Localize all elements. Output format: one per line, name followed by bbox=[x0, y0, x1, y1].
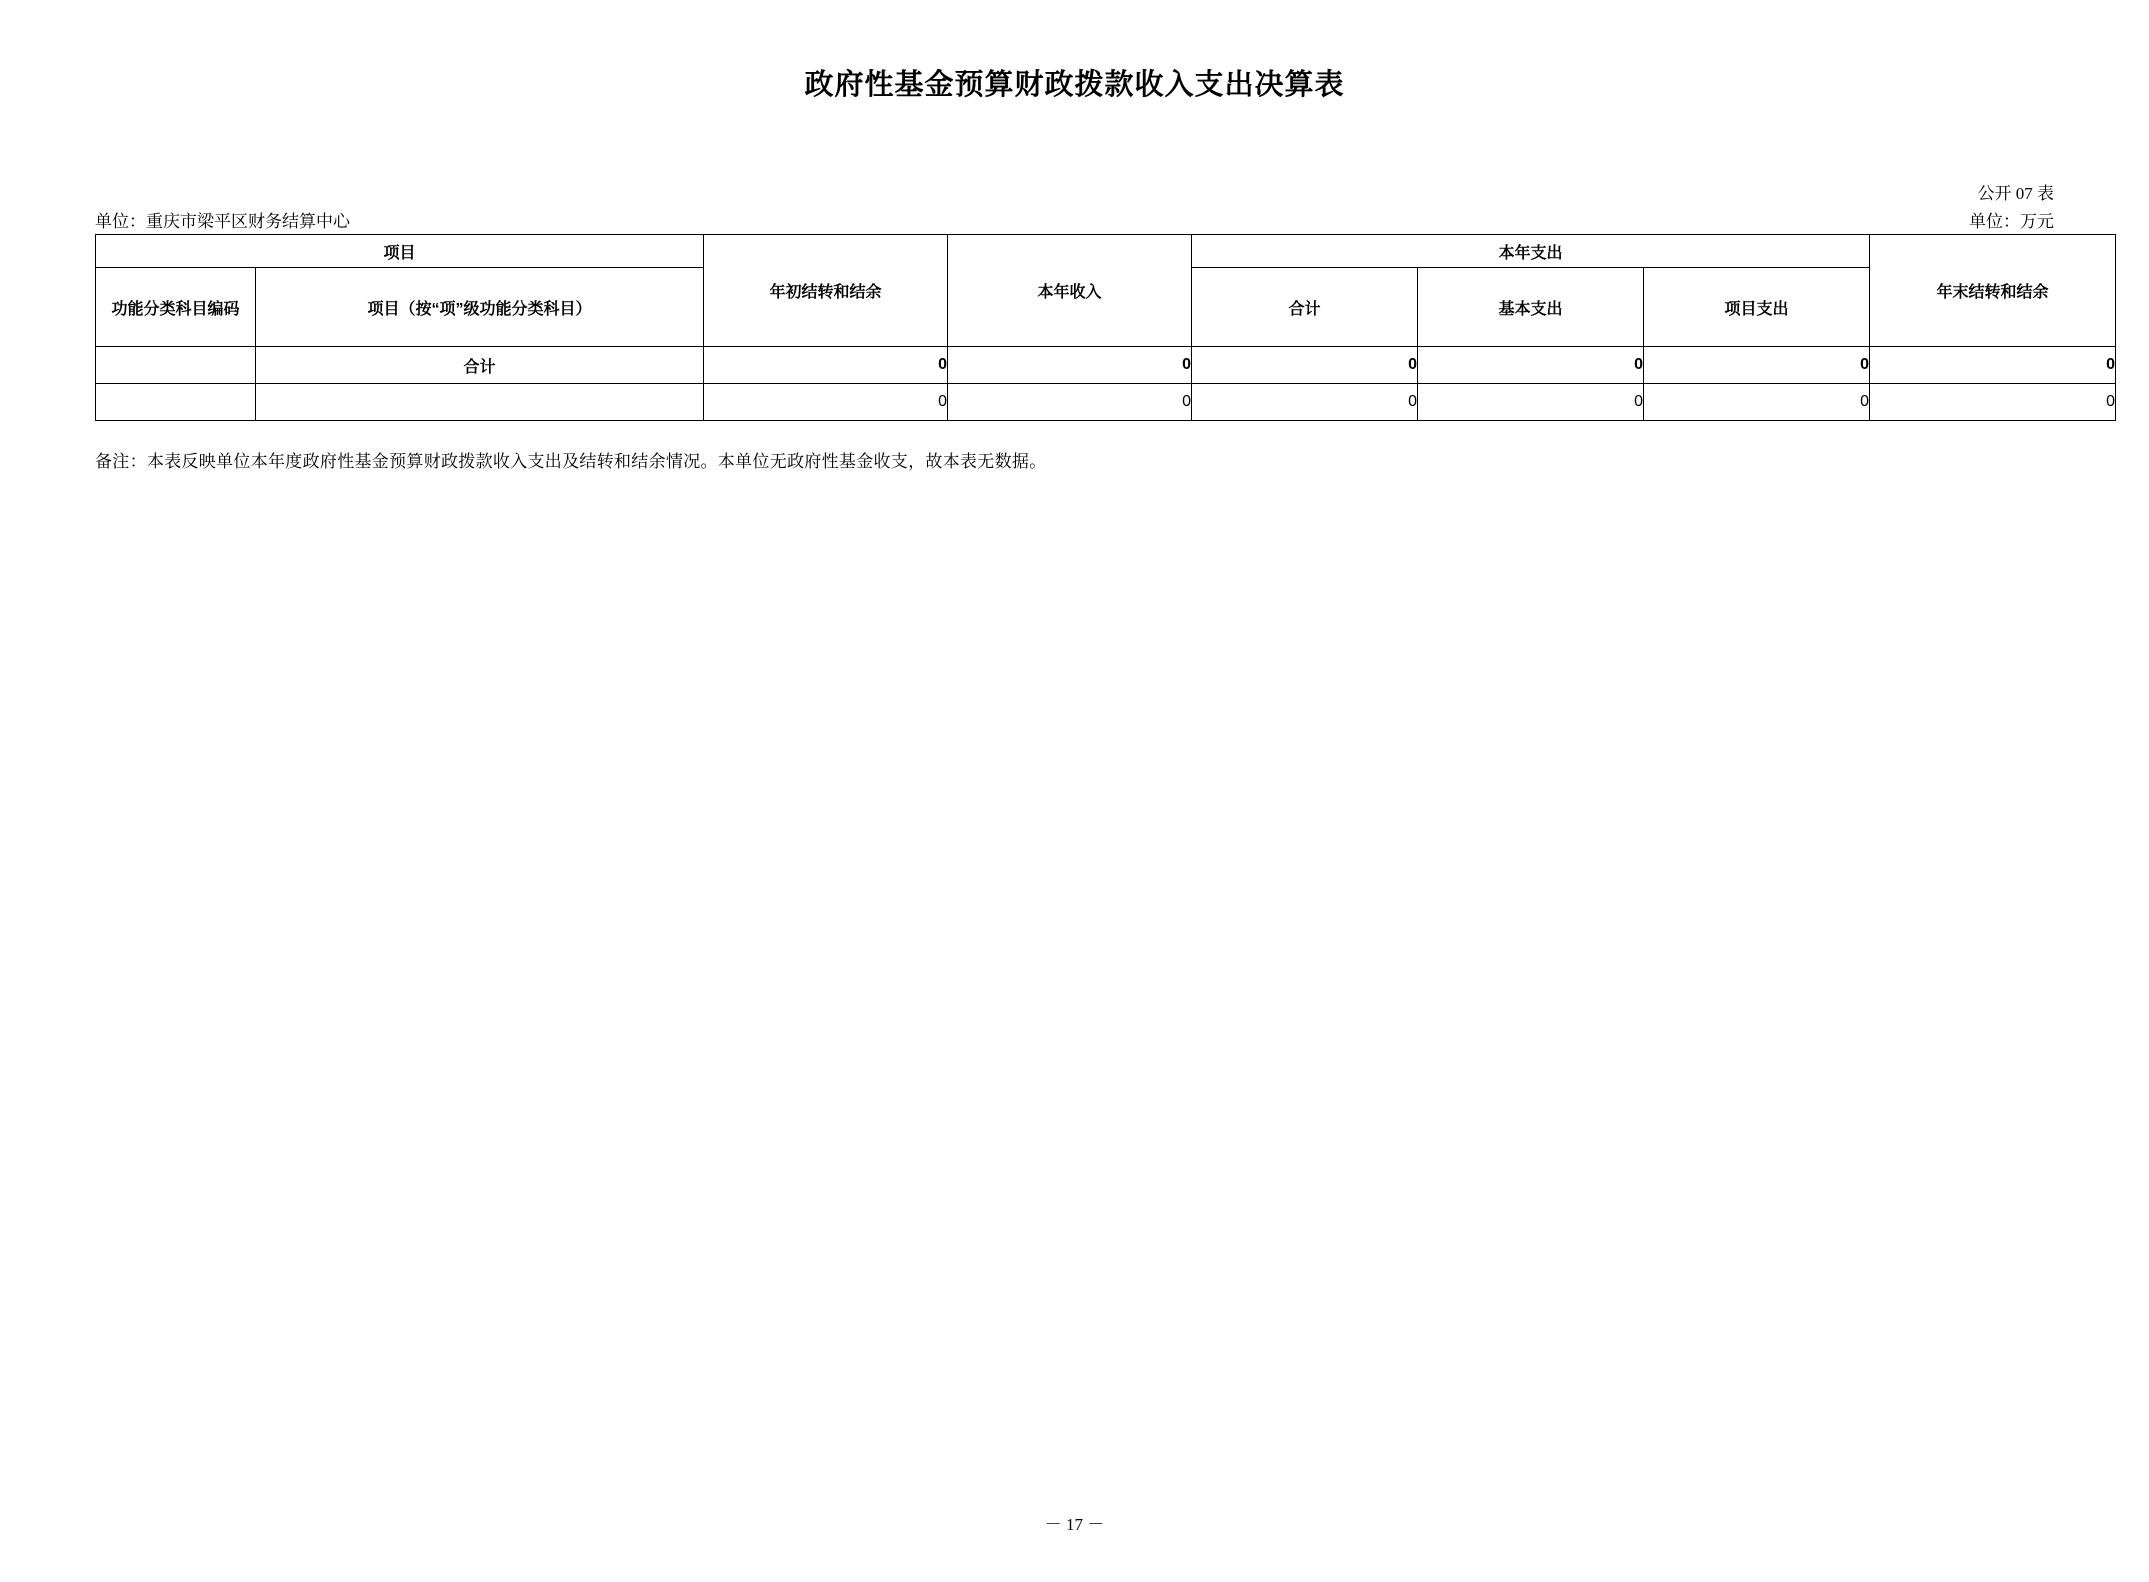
cell-function-code bbox=[96, 347, 256, 384]
cell-exp-project: 0 bbox=[1644, 347, 1870, 384]
unit-label: 单位：重庆市梁平区财务结算中心 bbox=[95, 212, 350, 231]
page-title: 政府性基金预算财政拨款收入支出决算表 bbox=[804, 69, 1345, 101]
header-exp-basic: 基本支出 bbox=[1418, 268, 1644, 347]
meta-row bbox=[95, 207, 2054, 232]
cell-exp-project: 0 bbox=[1644, 384, 1870, 421]
cell-current-income: 0 bbox=[948, 384, 1192, 421]
cell-begin-balance: 0 bbox=[704, 347, 948, 384]
header-current-year-expenditure-group: 本年支出 bbox=[1192, 235, 1870, 268]
table-row bbox=[96, 384, 2116, 421]
cell-exp-basic: 0 bbox=[1418, 347, 1644, 384]
cell-current-income: 0 bbox=[948, 347, 1192, 384]
header-end-balance: 年末结转和结余 bbox=[1870, 235, 2116, 347]
cell-project-name bbox=[256, 384, 704, 421]
header-function-code: 功能分类科目编码 bbox=[96, 268, 256, 347]
cell-exp-total: 0 bbox=[1192, 347, 1418, 384]
header-begin-balance: 年初结转和结余 bbox=[704, 235, 948, 347]
header-exp-project: 项目支出 bbox=[1644, 268, 1870, 347]
cell-begin-balance: 0 bbox=[704, 384, 948, 421]
header-exp-total: 合计 bbox=[1192, 268, 1418, 347]
table-note: 备注：本表反映单位本年度政府性基金预算财政拨款收入支出及结转和结余情况。本单位无政府性基金收支，故本表无数据。 bbox=[95, 452, 1047, 471]
header-project-group: 项目 bbox=[96, 235, 704, 268]
document-page bbox=[0, 62, 2149, 1582]
cell-exp-total: 0 bbox=[1192, 384, 1418, 421]
table-header-row-1 bbox=[96, 235, 2116, 268]
cell-end-balance: 0 bbox=[1870, 384, 2116, 421]
budget-table bbox=[95, 234, 2116, 421]
cell-end-balance: 0 bbox=[1870, 347, 2116, 384]
cell-project-name: 合计 bbox=[256, 347, 704, 384]
form-number: 公开 07 表 bbox=[1977, 184, 2054, 203]
cell-exp-basic: 0 bbox=[1418, 384, 1644, 421]
header-project-name: 项目（按“项”级功能分类科目） bbox=[256, 268, 704, 347]
amount-unit-label: 单位：万元 bbox=[1969, 212, 2054, 231]
header-current-income: 本年收入 bbox=[948, 235, 1192, 347]
cell-function-code bbox=[96, 384, 256, 421]
table-row bbox=[96, 347, 2116, 384]
page-number: － 17 － bbox=[1044, 1515, 1105, 1534]
